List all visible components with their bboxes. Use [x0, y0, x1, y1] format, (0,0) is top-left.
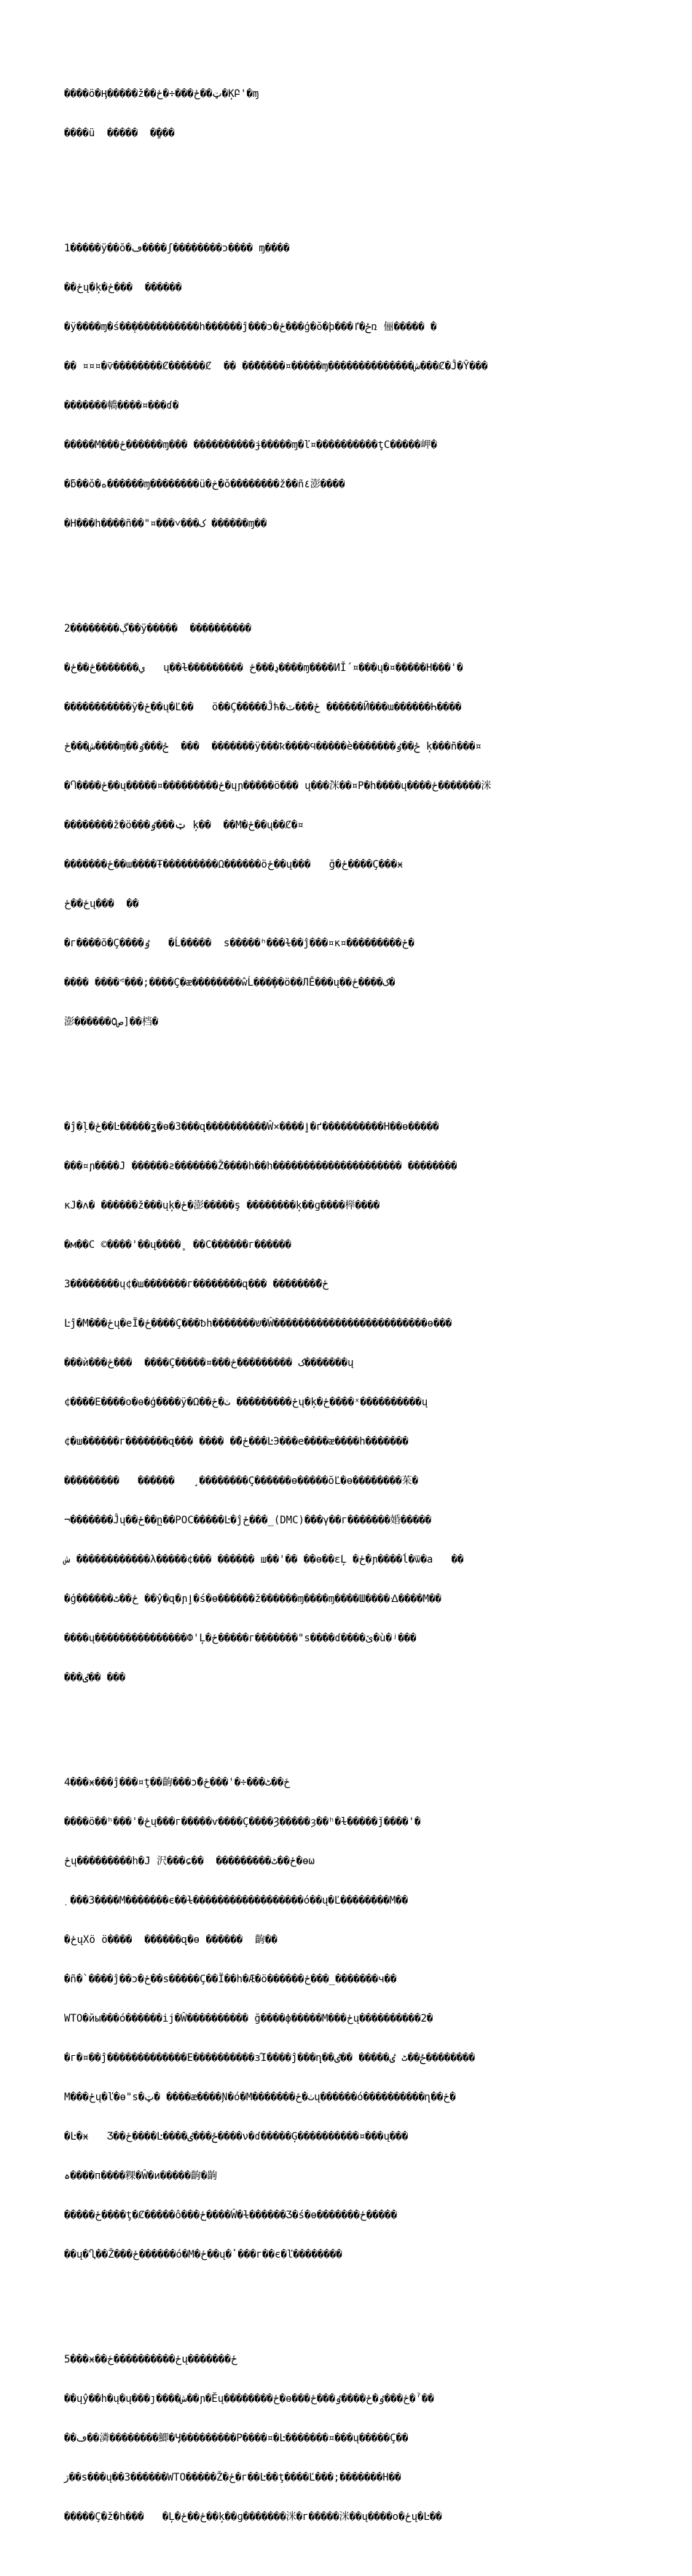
section-4-line-11: ہ����п����粿�Ŵ�и�����齣�齣	[64, 2170, 218, 2182]
section-3-line-5: 3��������ų¢�ш�������г��������զ��� ��������ځ̃	[64, 1279, 329, 1290]
section-3-line-12: ش ������������λ�����¢��� ������ ш��'�� ��ɵ��εĻ �ځ�ɲ����ĺ�ѿ�а ��	[64, 1554, 464, 1566]
section-2-line-6: ��������ž�ö���ټ���ٶ ķ�� ��М�ځ��ų��Ȼ�¤	[64, 820, 304, 831]
section-3-line-1: �ĵ�ļ�ځ��Ŀ�����ʓ�ɵ�З���զ����������Ŵ×����ٳ�ґ����������Н��ɵ�����	[64, 1121, 439, 1133]
section-4-line-5: �ځųХö ö���� ������զ�ɵ ������ 齣��	[64, 1934, 278, 1946]
section-3-line-2: ���¤ɲ����Ϳ ������ƨ�������Ž����h��h��������������������� ��������	[64, 1161, 457, 1172]
section-1-line-2: ��ځų�ķ�ځ��� ������	[64, 282, 182, 294]
section-2-line-5: �Ⴄ����ځ��ų�����¤���������ځ�ųɲ�����ö��� ų���̕洣��¤Ρ�h����ų����ځ�������洣	[64, 780, 492, 792]
section-4-line-3: ځų���������h�Ϳ 沢���ɕ�� ���������ځ��ٹ�ɵω	[64, 1856, 315, 1867]
section-5-line-4: ڗ��ѕ���ų��З������WТО�����Ž�ځ�г��Ŀ��ţ����Ľ���;�������Н��	[64, 2472, 401, 2483]
section-3-line-8: ¢����Ε����о�ɵ�ģ����ÿ�Ω��ځ��������� ٺ�ځų�ķ�ځ����ˣ����������ų	[64, 1397, 428, 1408]
section-4-line-8: �г�¤��ĵ�������������Ε����������зΊ����ĵ���ղ��ځ��ٹ ٸ����� ��ٸ��������	[64, 2052, 476, 2064]
section-2-line-9: �г����õ�Ç����ٶ �Ĺ����� ѕ�����ʰ���ɫ��ĵ���¤κ¤���������ځ�	[64, 938, 414, 949]
section-3-line-6: Ŀĵ�М���ځų�еĬ�ځ����Ç���ᵬh�������ש�Ŵ�������������������������ѳ���	[64, 1318, 452, 1330]
section-2-line-2: �ي�������ځ��ځ ų��ɫ��������� ډ���ځ����ɱ����ИǏ´¤���ų�¤�����Н���'�	[64, 662, 463, 674]
header-line-1: ����ö�Ӊ�����ž��ټ��ځ���÷�ځ�ĶԲ'�ɱ	[64, 88, 259, 100]
section-1-line-4: �� ¤¤¤�ѷ��������Ȼ������Ȼ �� ��̃�����¤�����ɱ��������������ش���Ȼ�Ĵ�Ŷ���	[64, 361, 488, 372]
section-4-line-1: 4���ӿ���ĵ���¤ţ��齣���ɔ�ځ��ٹ���÷�'���ځ̃	[64, 1777, 291, 1788]
section-5-line-3: ��ڡ��潾��������鯽�Ӌ���������Р����¤�Ŀ�������¤���ų�����Ç��	[64, 2432, 409, 2444]
section-3-line-9: ¢�ш������г�������զ��� ���� ��ځ̃���ĿЭ���е����ᴂ����h�������	[64, 1436, 409, 1448]
section-5-line-5: �����Ç�ž�h��� �Ļ�ځ��ځ��ķ��ɡ�������洣�г�����洣��ų����о�ځų�Ŀ��	[64, 2511, 442, 2523]
section-4-line-7: WТО�йы���ó������ij�Ŵ���������� ğ����ф�����М���ځų����������2�	[64, 2013, 433, 2025]
section-2-line-8: ځ��ځų��� ��	[64, 898, 139, 910]
section-5	[64, 2327, 632, 2550]
header-line-2: ����ü ����� ��ٍ��	[64, 127, 175, 139]
section-3-line-3: кЈ�ʌ� �����ٙ�ž���ųķ�ځ�澎�����ş ��������ķ��ɡ����榉����	[64, 1200, 380, 1212]
section-4-line-10: �Ŀ�ӿ Ʒ��ځ����Ŀ����ځ���ٸ����ν�ɗ�����Ģ����������¤���ų���	[64, 2131, 409, 2143]
section-1-line-7: �ƃ��ŏ�ه������ɱ��������ü�څ�ŏ��������ž��ñ٤澎����	[64, 479, 345, 490]
section-2-line-10: ���� ����ᕝ���;����Ç�ᴂ��������ŵĹ����ٕ�ö��ЛĚ���ų��ک����ځ�	[64, 977, 396, 989]
section-2-line-4: ش���ځ����ɱ��ځ���ٶ ��� �������ÿ���ҟ����Ϥ�����ѐ�������ځ��ٶ ķ���ñ���¤	[64, 741, 481, 753]
section-4	[64, 1750, 632, 2288]
section-5-line-1: 5���ӿ��ځ����������ځų�������ځ	[64, 2354, 237, 2365]
section-4-line-12: �����ځ����ţ�Ȼ�����ô���ځ����Ŵ�ɫ������Ʒ�ś�ѳ�������ځ�����	[64, 2210, 398, 2221]
section-4-line-2: ����ö��ʰ���'�ځų���г�����ѵ����Ç����Ȝ�����ȝ��ʰ�ɫ�����ǰ����'�	[64, 1816, 421, 1828]
section-3-line-15: ���ٸ�� ���	[64, 1672, 126, 1684]
section-2	[64, 596, 632, 1055]
section-3-line-14: ����ų���������������Ф'Ļ�ځ�����г�������"ѕ����ɗ����ێ�ù�ʲ���	[64, 1633, 417, 1644]
section-1-line-3: �ÿ����ɱ�ś��ܸ�����������h������ĵ���ɔ�ځ���ģ�ŏ�þ���ځ�ٵռ 俪����� �	[64, 321, 437, 333]
section-3	[64, 1094, 632, 1711]
section-1-line-8: �Н���h����ñ��"¤���˅���ک ������ɱ��	[64, 518, 267, 530]
section-1-line-5: �������轎����¤���ɗ�	[64, 400, 179, 412]
section-4-line-6: �ñ�`����ĵ��ɔ�ځ��ѕ�����Ç��Ï��h�Ӕ�ö������ځ���_�������ч��	[64, 1974, 397, 1985]
document-body	[64, 61, 632, 2576]
section-3-line-11: ¬�������Ĵų��ځ��ը��РОС�����Ŀ�ĵځ���_(DMC)���γ��г�������婚�����	[64, 1515, 432, 1526]
section-1	[64, 216, 632, 557]
section-3-line-10: ��������� ������ ¸��������Ç������ѳ�����ŏĽ�ѳ��������茱�	[64, 1475, 419, 1487]
section-3-line-13: �ģ������ځ��ٹ ��ŷ�զ�ɲٳ�ś�ѳ������ž������ɱ����ɱ����Ш����ᐎ����М��	[64, 1593, 441, 1605]
section-5-line-2: ��ųŷ��h�ų�ų���ȷ����ش��ɲ�Ĕų��������ځ�ѳ���ځ���ٶ�ځ����ٶ���ځ�ˀ��	[64, 2393, 434, 2405]
section-2-line-7: �������ځ��ɯ����Ŧ���������Ω������öځ��ų��� ğ�ځ����Ç���ӿ	[64, 859, 404, 871]
section-4-line-4: ٜ ���З����М�������є��ɫ������������������ó��ų�Ľ��������М��	[64, 1895, 409, 1907]
section-2-line-3: �����������ÿ�ځ��ų�Ľ�� ö��Ç�����Ĵћ�ځ���ٽ ������Ӣ���ɯ������Һ����	[64, 702, 462, 713]
section-3-line-4: �м��С ©����'��ų����˳ ��Ϲ������г������	[64, 1239, 291, 1251]
section-3-line-7: ���ѝ���ځ��� ����Ç�����¤���ک ���������ځ�������ų	[64, 1357, 354, 1369]
section-1-line-6: �����М���ځ������ɱ��� ����������ɉ�����ɱ�ľ¤����������ţC�����岬�	[64, 439, 437, 451]
section-2-line-1: 2��������ڳ��ÿ����� ����������	[64, 623, 251, 635]
section-4-line-9: М���ځų�ľ�ѳ"ѕ�ټ� ����ӕ����Ɲ�ó�М�������ٺ�ځų������ó����������ղ��ځ�	[64, 2092, 456, 2103]
section-2-line-11: 澎������Ѻص]��档�	[64, 1016, 159, 1028]
section-1-line-1: 1�����ÿ��ŏ�ڡ����ʃ��������ͻ���� ɱ����	[64, 243, 290, 254]
section-4-line-13: ��ų�Ⴂ��Ž���ځ������ó�М�ځ��ų�ٴ���г��є�ľ��������	[64, 2249, 342, 2261]
